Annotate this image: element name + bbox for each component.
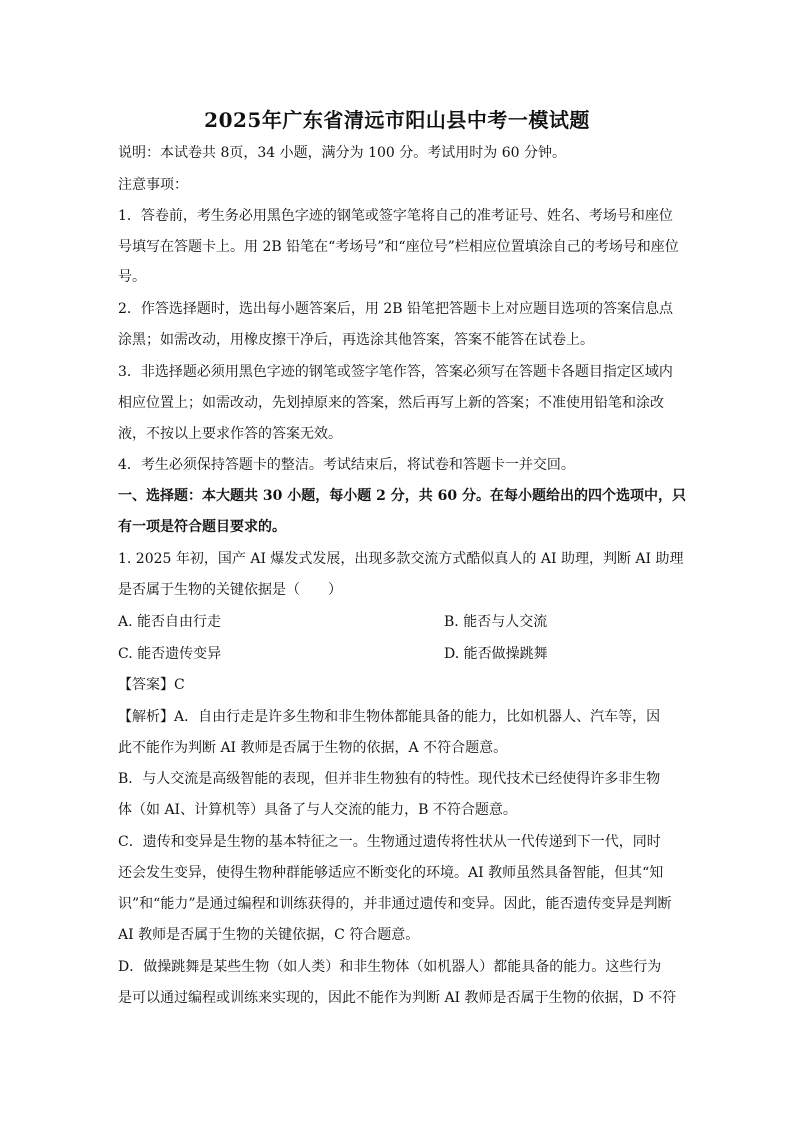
- notice-label: 注意事项：: [118, 177, 188, 193]
- analysis-line: D．做操跳舞是某些生物（如人类）和非生物体（如机器人）都能具备的能力。这些行为: [118, 959, 662, 975]
- analysis-line: 识”和“能力”是通过编程和训练获得的，并非通过遗传和变异。因此，能否遗传变异是判断: [118, 896, 672, 912]
- note-line: 涂黑；如需改动，用橡皮擦干净后，再选涂其他答案，答案不能答在试卷上。: [118, 332, 594, 348]
- note-line: 号。: [118, 269, 146, 285]
- option-d: D. 能否做操跳舞: [444, 646, 548, 662]
- analysis-line: 此不能作为判断 AI 教师是否属于生物的依据，A 不符合题意。: [118, 740, 508, 756]
- analysis-line: C．遗传和变异是生物的基本特征之一。生物通过遗传将性状从一代传递到下一代，同时: [118, 834, 661, 850]
- note-line: 相应位置上；如需改动，先划掉原来的答案，然后再写上新的答案；不准使用铅笔和涂改: [118, 395, 664, 411]
- note-line: 液，不按以上要求作答的答案无效。: [118, 426, 342, 442]
- note-line: 3．非选择题必须用黑色字迹的钢笔或签字笔作答，答案必须写在答题卡各题目指定区域内: [118, 364, 673, 380]
- note-line: 1．答卷前，考生务必用黑色字迹的钢笔或签字笔将自己的准考证号、姓名、考场号和座位: [118, 208, 673, 224]
- analysis-line: 还会发生变异，使得生物种群能够适应不断变化的环境。AI 教师虽然具备智能，但其“知: [118, 865, 664, 881]
- note-line: 2．作答选择题时，选出每小题答案后，用 2B 铅笔把答题卡上对应题目选项的答案信息点: [118, 301, 674, 317]
- section-heading: 有一项是符合题目要求的。: [118, 519, 286, 535]
- analysis-line: 【解析】A．自由行走是许多生物和非生物体都能具备的能力，比如机器人、汽车等，因: [118, 709, 661, 725]
- question-text: 1. 2025 年初，国产 AI 爆发式发展，出现多款交流方式酷似真人的 AI 助理，判断 AI 助理: [118, 551, 684, 567]
- analysis-line: B．与人交流是高级智能的表现，但并非生物独有的特性。现代技术已经使得许多非生物: [118, 771, 661, 787]
- note-line: 4．考生必须保持答题卡的整洁。考试结束后，将试卷和答题卡一并交回。: [118, 457, 575, 473]
- analysis-line: 体（如 AI、计算机等）具备了与人交流的能力，B 不符合题意。: [118, 802, 517, 818]
- exam-title: 2025年广东省清远市阳山县中考一模试题: [204, 108, 590, 132]
- question-text: 是否属于生物的关键依据是（ ）: [118, 582, 342, 598]
- analysis-line: 是可以通过编程或训练来实现的，因此不能作为判断 AI 教师是否属于生物的依据，D 不符: [118, 990, 677, 1006]
- intro-text: 说明：本试卷共 8页，34 小题，满分为 100 分。考试用时为 60 分钟。: [118, 145, 566, 161]
- option-a: A. 能否自由行走: [118, 614, 222, 630]
- note-line: 号填写在答题卡上。用 2B 铅笔在“考场号”和“座位号”栏相应位置填涂自己的考场号和座位: [118, 239, 679, 255]
- option-c: C. 能否遗传变异: [118, 646, 222, 662]
- section-heading: 一、选择题：本大题共 30 小题，每小题 2 分，共 60 分。在每小题给出的四个选项中，只: [118, 488, 686, 504]
- answer-text: 【答案】C: [118, 677, 185, 693]
- option-b: B. 能否与人交流: [444, 614, 548, 630]
- analysis-line: AI 教师是否属于生物的关键依据，C 符合题意。: [118, 927, 420, 943]
